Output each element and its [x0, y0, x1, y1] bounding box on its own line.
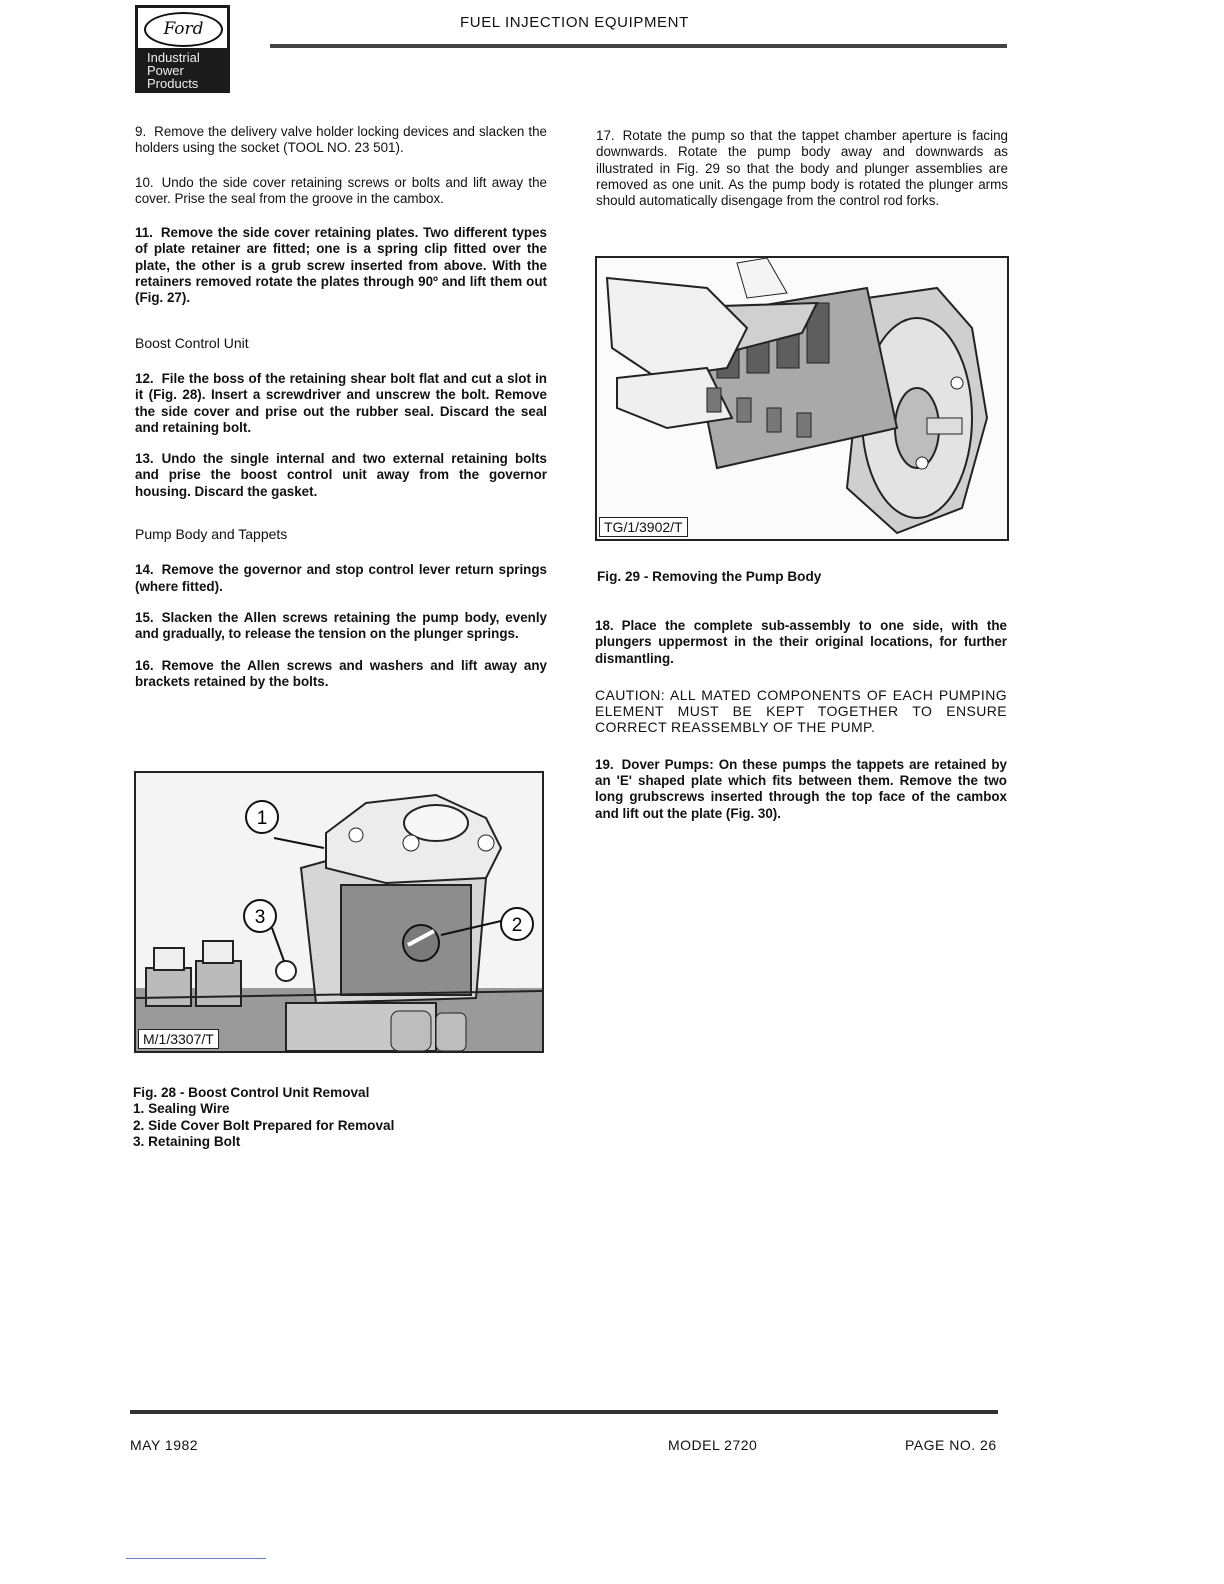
figure-29: [595, 256, 1009, 541]
callout-1: 1: [256, 808, 268, 829]
step-14: 14. Remove the governor and stop control lever return springs (where fitted).: [135, 562, 547, 594]
step-10: 10. Undo the side cover retaining screws or bolts and lift away the cover. Prise the seal from the groove in the cambox.: [135, 174, 547, 206]
figure-28: [134, 771, 544, 1053]
header-rule: [270, 44, 1007, 48]
right-column-bottom: [595, 618, 1007, 837]
caution-notice: CAUTION: ALL MATED COMPONENTS OF EACH PUMPING ELEMENT MUST BE KEPT TOGETHER TO ENSURE CORRECT REASSEMBLY OF THE PUMP.: [595, 686, 1007, 735]
ford-logo: [135, 5, 230, 93]
footer-page-number: PAGE NO. 26: [905, 1437, 997, 1453]
step-18: 18. Place the complete sub-assembly to one side, with the plungers uppermost in the their original locations, for further dismantling.: [595, 618, 1007, 666]
figure-28-label: M/1/3307/T: [138, 1029, 219, 1049]
figure-28-title: Fig. 28 - Boost Control Unit Removal: [133, 1085, 370, 1100]
page-edge-line: [126, 1558, 266, 1559]
heading-pump-body: Pump Body and Tappets: [135, 526, 288, 543]
page-title: FUEL INJECTION EQUIPMENT: [460, 14, 689, 31]
pump-body-illustration: [597, 258, 1007, 539]
heading-boost-control: Boost Control Unit: [135, 334, 249, 351]
footer-rule: [130, 1410, 998, 1414]
callout-3: 3: [254, 907, 266, 928]
figure-28-item-3: 3. Retaining Bolt: [133, 1133, 241, 1149]
figure-29-caption: Fig. 29 - Removing the Pump Body: [597, 569, 822, 584]
step-13: 13. Undo the single internal and two external retaining bolts and prise the boost control unit away from the governor housing. Discard the gasket.: [135, 451, 547, 499]
callout-2: 2: [511, 915, 523, 936]
figure-29-label: TG/1/3902/T: [599, 517, 688, 537]
figure-28-item-1: 1. Sealing Wire: [133, 1101, 230, 1117]
ford-oval-icon: [144, 12, 223, 47]
step-9: 9. Remove the delivery valve holder locking devices and slacken the holders using the socket (TOOL NO. 23 501).: [135, 124, 547, 156]
right-column-top: [596, 128, 1008, 224]
step-19: 19. Dover Pumps: On these pumps the tappets are retained by an 'E' shaped plate which fits between them. Remove the two long grubscrews inserted through the top face of the cambox and lift out the plate (Fig. 30).: [595, 756, 1007, 821]
logo-wordmark: Ford: [163, 19, 204, 39]
step-17: 17. Rotate the pump so that the tappet chamber aperture is facing downwards. Rotate the pump body away and downwards as illustrated in Fig. 29 so that the body and plunger assemblies are removed as one unit. As the pump body is rotated the plunger arms should automatically disengage from the control rod forks.: [596, 128, 1008, 209]
step-12: 12. File the boss of the retaining shear bolt flat and cut a slot in it (Fig. 28). Insert a screwdriver and unscrew the bolt. Remove the side cover and prise out the rubber seal. Discard the seal and retaining bolt.: [135, 370, 547, 435]
boost-control-illustration: [136, 773, 542, 1051]
figure-28-caption: [133, 1085, 553, 1150]
left-column: [135, 124, 547, 705]
figure-28-item-2: 2. Side Cover Bolt Prepared for Removal: [133, 1117, 395, 1133]
step-15: 15. Slacken the Allen screws retaining the pump body, evenly and gradually, to release the tension on the plunger springs.: [135, 609, 547, 642]
footer-date: MAY 1982: [130, 1437, 199, 1453]
step-16: 16. Remove the Allen screws and washers and lift away any brackets retained by the bolts.: [135, 657, 547, 689]
logo-caption: Industrial Power Products: [147, 50, 200, 91]
logo-oval-panel: [138, 8, 227, 48]
step-11: 11. Remove the side cover retaining plates. Two different types of plate retainer are fitted; one is a spring clip fitted over the plate, the other is a grub screw inserted from above. With the retainers removed rotate the plates through 90º and lift them out (Fig. 27).: [135, 225, 547, 306]
footer-model: MODEL 2720: [668, 1437, 758, 1453]
